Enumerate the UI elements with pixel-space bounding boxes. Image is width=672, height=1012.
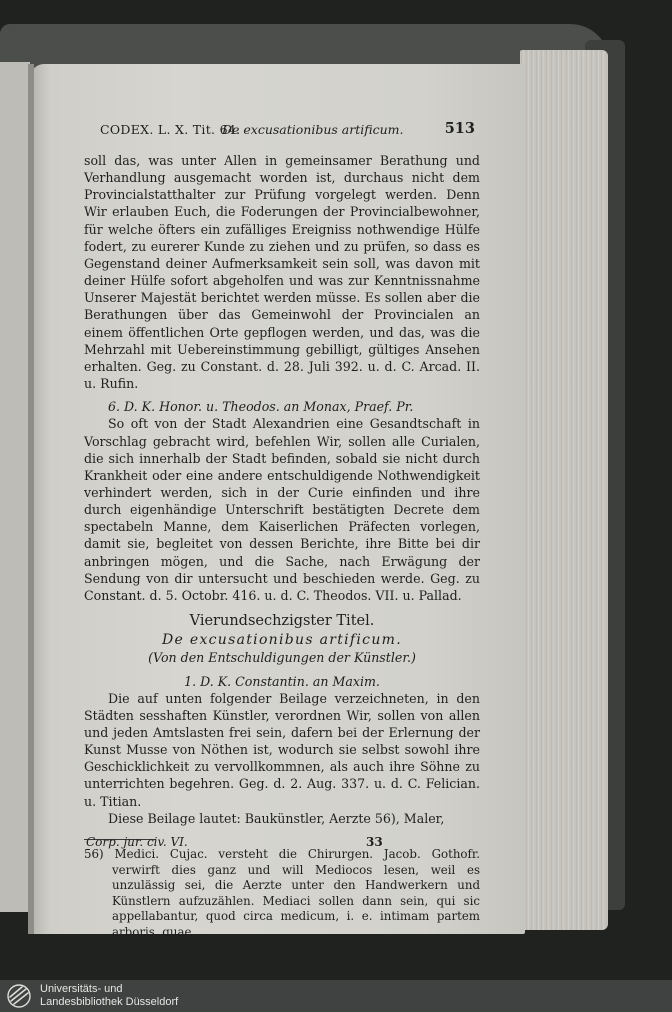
library-name xyxy=(40,983,178,1009)
title-heading: Vierundsechzigster Titel. xyxy=(189,613,375,630)
library-logo-icon xyxy=(6,983,34,1009)
running-head-title: De excusationibus artificum. xyxy=(222,122,404,137)
book-page xyxy=(30,64,525,939)
paragraph-law-6: So oft von der Stadt Alexandrien eine Gesandtschaft in Vorschlag gebracht wird, befehlen Wir, sollen alle Curialen, die sich innerhalb der Stadt befinden, sobald sie nicht durch Krankheit oder eine andere entschuldigende Nothwendigkeit verhindert werden, sich in der Curie einfinden und ihre durch eigenhändige Unterschrift bestätigten Decrete dem spectabeln Manne, dem Kaiserlichen Präfecten vorlegen, damit sie, begleitet von dessen Berichte, ihre Bitte bei dir anbringen mögen, und die Sache, nach Erwägung der Sendung von dir untersucht und beschieden werde. Geg. zu Constant. d. 5. Octobr. 416. u. d. C. Theodos. VII. u. Pallad. xyxy=(84,416,480,603)
title-german: (Von den Entschuldigungen der Künstler.) xyxy=(148,650,416,666)
footnote-56: 56) Medici. Cujac. versteht die Chirurgen. Jacob. Gothofr. verwirft dies ganz und will Mediocos lesen, weil es unzulässig sei, die Aerzte unter den Handwerkern und Künstlern aufzuzählen. Mediaci sollen dann sein, qui sic appellabantur, quod circa medicum, i. e. intimam partem arboris, quae xyxy=(84,846,480,939)
title-latin: De excusationibus artificum. xyxy=(162,632,402,649)
paragraph-law-1: Die auf unten folgender Beilage verzeichneten, in den Städten sesshaften Künstler, verordnen Wir, sollen von allen und jeden Amtslasten frei sein, dafern bei der Erlernung der Kunst Musse von Nöthen ist, wodurch sie selbst sowohl ihre Geschicklichkeit zu vervollkommnen, als auch ihre Söhne zu unterrichten begehren. Geg. d. 2. Aug. 337. u. d. C. Felician. u. Titian. xyxy=(84,690,480,809)
page-footer xyxy=(86,835,406,851)
paragraph-beilage: Diese Beilage lautet: Baukünstler, Aerzte 56), Maler, xyxy=(108,810,445,826)
library-name-line1: Universitäts- und xyxy=(40,983,123,995)
signature-line: Corp. jur. civ. VI. xyxy=(86,835,188,849)
running-head-codex: CODEX. L. X. Tit. 64. xyxy=(100,122,241,137)
running-head xyxy=(100,120,475,140)
law-heading-6: 6. D. K. Honor. u. Theodos. an Monax, Praef. Pr. xyxy=(108,399,414,415)
page-gutter xyxy=(28,64,34,934)
page-number: 513 xyxy=(444,120,475,137)
law-heading-1: 1. D. K. Constantin. an Maxim. xyxy=(184,673,380,689)
left-page-sliver xyxy=(0,62,30,912)
library-name-line2: Landesbibliothek Düsseldorf xyxy=(40,996,179,1008)
paragraph-continuation: soll das, was unter Allen in gemeinsamer Berathung und Verhandlung ausgemacht worden ist, durchaus nicht dem Provincialstatthalter zur Prüfung vorgelegt werden. Denn Wir erlauben Euch, die Foderungen der Provincialbewohner, für welche öfters ein zufälliges Ereigniss nothwendige Hülfe fodert, zu eurerer Kunde zu ziehen und zu prüfen, so dass es Gegenstand deiner Aufmerksamkeit sein soll, was davon mit deiner Hülfe sofort abgeholfen und was zur Kenntnissnahme Unserer Majestät berichtet werden müsse. Es sollen aber die Berathungen über das Gemeinwohl der Provincialen an einem öffentlichen Orte gepflogen werden, und das, was die Mehrzahl mit Uebereinstimmung gebilligt, gültiges Ansehen erhalten. Geg. zu Constant. d. 28. Juli 392. u. d. C. Arcad. II. u. Rufin. xyxy=(84,153,480,392)
page-edges xyxy=(520,50,608,930)
page-body xyxy=(84,152,480,941)
signature-mark: 33 xyxy=(366,835,383,849)
